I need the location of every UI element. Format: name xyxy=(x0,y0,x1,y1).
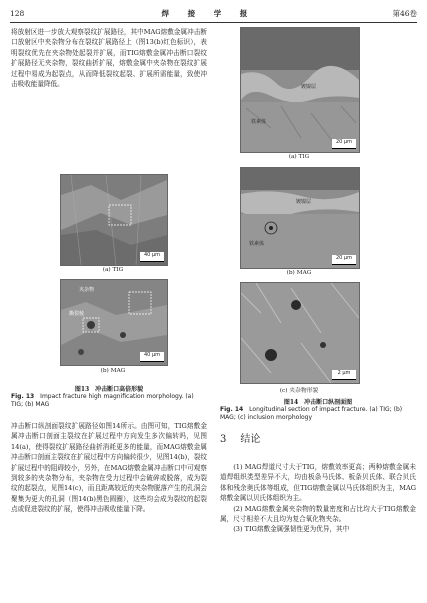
fig13-caption-cn: 图13 冲击断口高倍形貌 xyxy=(74,386,144,393)
fig14a-label: (a) TIG xyxy=(288,154,310,160)
fig14a-scalebar: 20 μm xyxy=(332,139,356,149)
fig13a-label: (a) TIG xyxy=(102,267,124,273)
fig14-caption-en xyxy=(220,406,416,422)
conclusions-list xyxy=(220,462,416,535)
fig13-caption-en-label: Fig. 13 xyxy=(11,393,35,400)
fig14-caption-en-text: Longitudinal section of impact fracture. (a) TIG; (b) MAG; (c) inclusion morphology xyxy=(220,406,403,421)
fig13-caption-en-text: Impact fracture high magnification morphology. (a) TIG; (b) MAG xyxy=(11,393,194,408)
fig13b-image xyxy=(60,279,168,366)
fig14-caption-en-label: Fig. 14 xyxy=(220,406,244,413)
section-number: 3 xyxy=(220,434,227,445)
conclusion-item: (1) MAG焊道尺寸大于TIG，熔敷效率更高；两种熔敷金属未道焊组织类型差异不大，均由板条马氏体、板条贝氏体、联合贝氏体和残余奥氏体等组成，但TIG熔敷金属以马氏体组织为主，MAG熔敷金属以贝氏体组织为主。 xyxy=(220,463,416,503)
page-number: 128 xyxy=(10,8,25,18)
conclusion-item: (2) MAG熔敷金属夹杂物的数量密度和占比均大于TIG熔敷金属，尺寸相差不大且均为复合氧化物夹杂。 xyxy=(220,504,416,524)
paragraph-longitudinal-section: 冲击断口纵剖面裂纹扩展路径如图14所示。由图可知，TIG熔敷金属冲击断口剖面主裂纹在扩展过程中方向发生多次偏转吗，见图14(a)，使得裂纹扩展路径曲折消耗更多的能量，而MAG熔敷金属冲击断口剖面主裂纹在扩展过程中方向偏转很少，见图14(b)，裂纹扩展过程中的阻碍较小，另外，在MAG熔敷金属冲击断口中可观察到较多的夹杂物分布，夹杂物在受力过程中会破碎或脱落，成为裂纹的起裂点，见图14(c)，而且距离较近的夹杂物脱落产生的孔洞会聚集为更大的孔洞（图14(b)黑色圆圈），这些均会成为裂纹的起裂点或促进裂纹的扩展，使得冲击吸收能量下降。 xyxy=(11,422,207,514)
fig14b-image xyxy=(240,167,360,269)
conclusion-item: (3) TIG熔敷金属强韧性更为优异，其中 xyxy=(233,525,350,534)
volume-label: 第46卷 xyxy=(392,8,417,18)
paragraph-crack-path: 将放射区进一步放大观察裂纹扩展路径，其中MAG熔敷金属冲击断口放射区中夹杂物分布在裂纹扩展路径上（图13(b)红色标识），表明裂纹优先在夹杂物处起裂并扩展，而TIG熔敷金属冲击断口裂纹扩展路径无夹杂物，裂纹曲折扩展，熔敷金属中夹杂物在裂纹扩展过程中易成为起裂点，从而降低裂纹起裂、扩展所需能量，致使冲击吸收能量降低。 xyxy=(11,28,207,89)
fig14c-scalebar: 2 μm xyxy=(332,370,356,380)
fig14b-scalebar: 20 μm xyxy=(332,255,356,265)
fig14b-ferrite-label: 铁素体 xyxy=(249,241,265,247)
fig14c-label: (c) 夹杂物形貌 xyxy=(279,388,319,394)
fig14b-label: (b) MAG xyxy=(286,270,312,276)
fig13a-image xyxy=(60,174,168,266)
fig14a-coating-label: 镀镍层 xyxy=(301,84,317,90)
fig14-caption-cn: 图14 冲击断口纵剖面图 xyxy=(283,399,353,406)
section-title: 结论 xyxy=(240,434,261,445)
fig13b-inclusion-label: 夹杂物 xyxy=(79,287,95,293)
header-rule xyxy=(10,22,417,23)
fig14c-image xyxy=(240,282,360,384)
fig14a-image xyxy=(240,27,360,153)
fig13-caption-en xyxy=(11,393,207,409)
page-header xyxy=(10,6,417,20)
fig14a-ferrite-label: 铁素体 xyxy=(251,119,267,125)
fig13b-tear-label: 撕裂棱 xyxy=(69,311,85,317)
fig13b-label: (b) MAG xyxy=(100,368,126,374)
fig13b-scalebar: 40 μm xyxy=(140,352,164,362)
section-heading xyxy=(220,430,274,445)
fig13a-scalebar: 40 μm xyxy=(140,252,164,262)
journal-title: 焊 接 学 报 xyxy=(161,8,256,18)
fig14b-coating-label: 镀镍层 xyxy=(296,199,312,205)
